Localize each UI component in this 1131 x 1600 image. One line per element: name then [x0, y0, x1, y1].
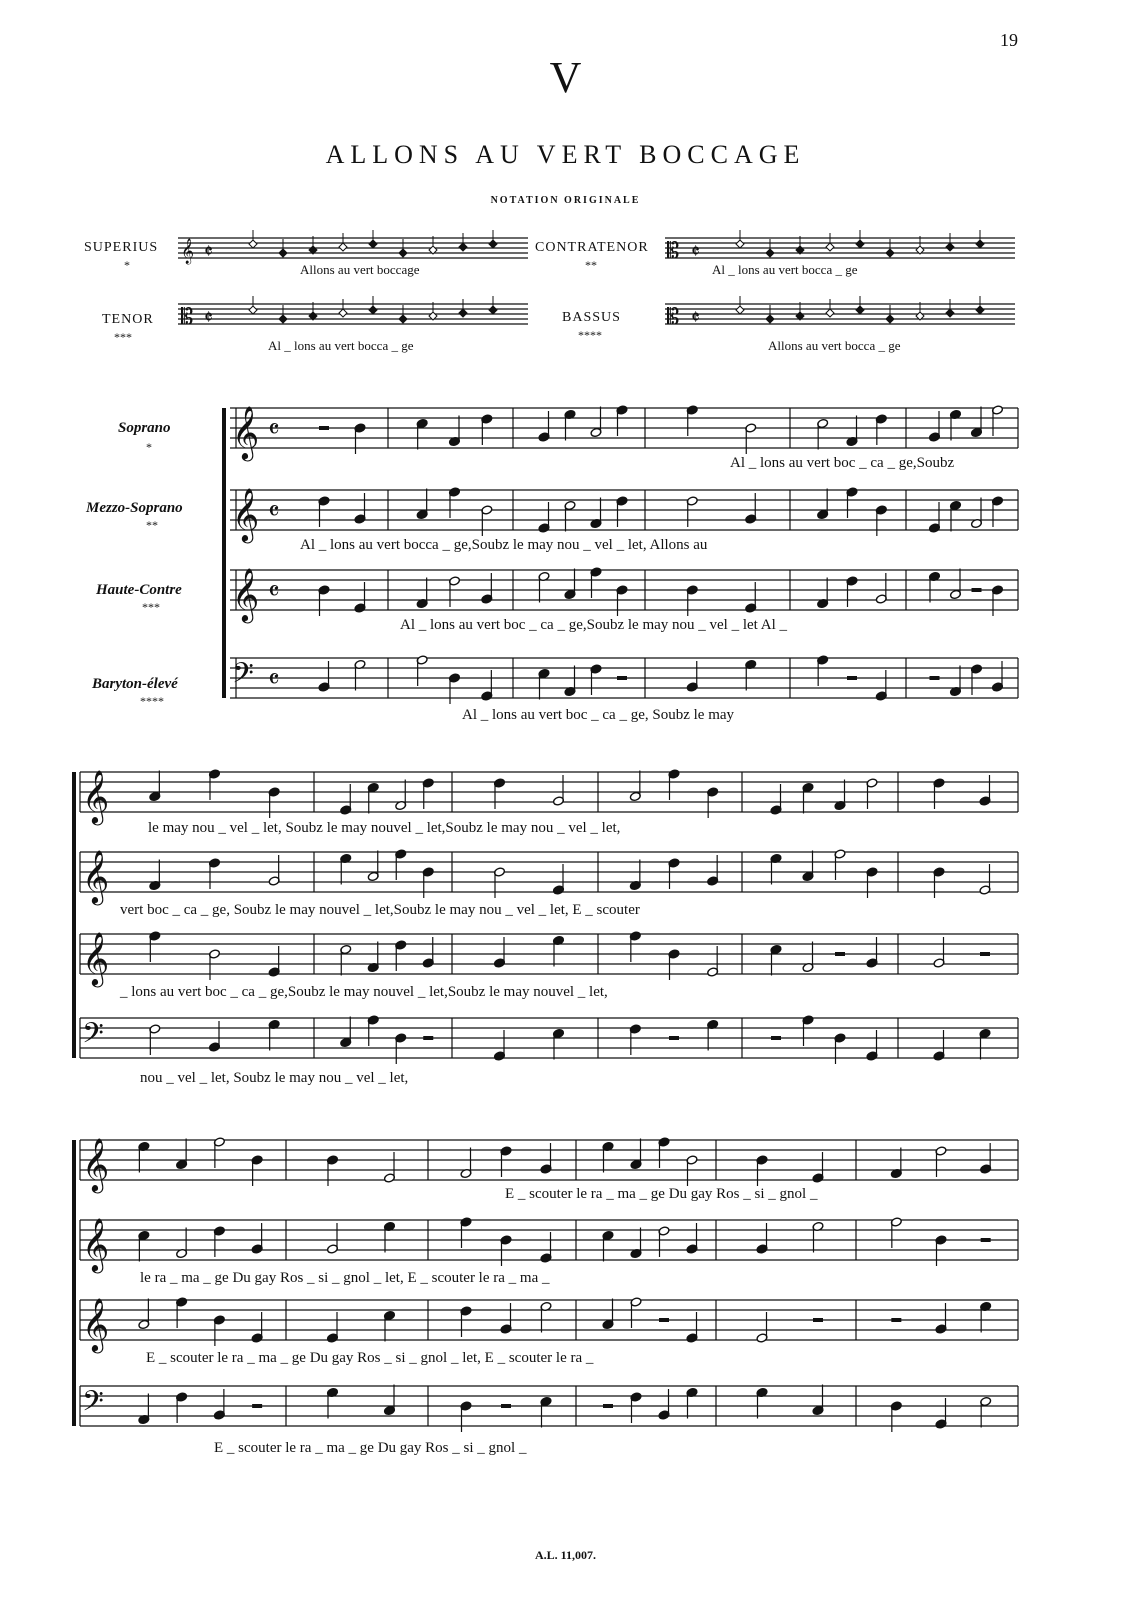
incipit-lyric-tenor: Al _ lons au vert bocca _ ge [268, 338, 414, 353]
incipit-mark-tenor: *** [114, 330, 132, 344]
lyric-s1-soprano: Al _ lons au vert boc _ ca _ ge,Soubz [730, 455, 955, 471]
lyric-s1-mezzo: Al _ lons au vert bocca _ ge,Soubz le may nou _ vel _ let, Allons au [300, 537, 708, 553]
part-mark-soprano: * [146, 440, 152, 454]
cut-time-icon: 𝄵 [204, 305, 213, 329]
rest-icon [930, 676, 940, 680]
incipit-note [399, 249, 407, 257]
common-time-icon: 𝄴 [268, 415, 280, 445]
rest-icon [423, 1036, 433, 1040]
treble-clef-icon: 𝄞 [232, 487, 260, 541]
cut-time-icon: 𝄵 [691, 305, 700, 329]
incipit-note [886, 315, 894, 323]
clef-icon: 𝄡 [667, 305, 680, 330]
cut-time-icon: 𝄵 [691, 239, 700, 263]
incipit-note [489, 240, 497, 248]
rest-icon [980, 952, 990, 956]
incipit-note [249, 240, 257, 248]
part-mark-baryton-eleve: **** [140, 694, 164, 708]
incipit-note [249, 306, 257, 314]
bass-clef-icon: 𝄢 [82, 1385, 104, 1425]
rest-icon [771, 1036, 781, 1040]
incipit-note [399, 315, 407, 323]
incipit-note [736, 240, 744, 248]
incipit-voice-bassus: BASSUS [562, 310, 621, 325]
incipit-lyric-bassus: Allons au vert bocca _ ge [768, 338, 901, 353]
incipit-note [369, 306, 377, 314]
incipit-note [369, 240, 377, 248]
lyric-s2-haute-contre: _ lons au vert boc _ ca _ ge,Soubz le may nouvel _ let,Soubz le may nouvel _ let, [120, 984, 608, 1000]
treble-clef-icon: 𝄞 [82, 1297, 110, 1351]
lyric-s2-soprano: le may nou _ vel _ let, Soubz le may nouvel _ let,Soubz le may nou _ vel _ let, [148, 820, 621, 836]
incipit-note [489, 306, 497, 314]
rest-icon [891, 1318, 901, 1322]
incipit-voice-tenor: TENOR [102, 312, 154, 327]
incipit-note [766, 315, 774, 323]
lyric-s1-baryton: Al _ lons au vert boc _ ca _ ge, Soubz le may [462, 707, 735, 723]
incipit-note [826, 309, 834, 317]
clef-icon: 𝄡 [667, 239, 680, 264]
incipit-note [976, 240, 984, 248]
incipit-mark-bassus: **** [578, 328, 602, 342]
incipit-note [946, 309, 954, 317]
incipit-note [339, 243, 347, 251]
part-name-baryton-eleve: Baryton-élevé [92, 676, 178, 692]
notation-heading: NOTATION ORIGINALE [490, 195, 641, 206]
lyric-s3-soprano: E _ scouter le ra _ ma _ ge Du gay Ros _ si _ gnol _ [505, 1186, 818, 1202]
lyric-s3-mezzo: le ra _ ma _ ge Du gay Ros _ si _ gnol _ let, E _ scouter le ra _ ma _ [140, 1270, 550, 1286]
incipit-lyric-contratenor: Al _ lons au vert bocca _ ge [712, 262, 858, 277]
lyric-s1-haute-contre: Al _ lons au vert boc _ ca _ ge,Soubz le may nou _ vel _ let Al _ [400, 617, 788, 633]
treble-clef-icon: 𝄞 [82, 769, 110, 823]
rest-icon [659, 1318, 669, 1322]
rest-icon [813, 1318, 823, 1322]
incipit-note [856, 306, 864, 314]
lyric-s2-baryton: nou _ vel _ let, Soubz le may nou _ vel _ let, [140, 1070, 409, 1086]
part-mark-haute-contre: *** [142, 600, 160, 614]
incipit-note [279, 249, 287, 257]
treble-clef-icon: 𝄞 [232, 567, 260, 621]
lyric-s3-baryton: E _ scouter le ra _ ma _ ge Du gay Ros _ si _ gnol _ [214, 1440, 527, 1456]
bass-clef-icon: 𝄢 [82, 1017, 104, 1057]
part-name-mezzo-soprano: Mezzo-Soprano [86, 500, 183, 516]
incipit-note [826, 243, 834, 251]
treble-clef-icon: 𝄞 [232, 405, 260, 459]
incipit-note [279, 315, 287, 323]
part-mark-mezzo-soprano: ** [146, 518, 158, 532]
rest-icon [617, 676, 627, 680]
incipit-note [976, 306, 984, 314]
incipit-note [946, 243, 954, 251]
incipit-note [459, 243, 467, 251]
incipit-note [459, 309, 467, 317]
incipit-note [856, 240, 864, 248]
clef-icon: 𝄞 [181, 239, 195, 264]
rest-icon [835, 952, 845, 956]
treble-clef-icon: 𝄞 [82, 849, 110, 903]
part-name-haute-contre: Haute-Contre [96, 582, 182, 598]
rest-icon [252, 1404, 262, 1408]
rest-icon [319, 426, 329, 430]
incipit-note [886, 249, 894, 257]
lyric-s3-haute-contre: E _ scouter le ra _ ma _ ge Du gay Ros _ si _ gnol _ let, E _ scouter le ra _ [146, 1350, 594, 1366]
clef-icon: 𝄡 [181, 305, 194, 330]
incipit-mark-contratenor: ** [585, 258, 597, 272]
bass-clef-icon: 𝄢 [232, 657, 254, 697]
treble-clef-icon: 𝄞 [82, 1137, 110, 1191]
incipit-voice-superius: SUPERIUS [84, 240, 159, 255]
rest-icon [847, 676, 857, 680]
plate-number: A.L. 11,007. [534, 1548, 596, 1562]
incipit-mark-superius: * [124, 258, 130, 272]
section-numeral: V [549, 53, 582, 102]
part-name-soprano: Soprano [118, 420, 171, 436]
rest-icon [603, 1404, 613, 1408]
incipit-voice-contratenor: CONTRATENOR [535, 240, 649, 255]
rest-icon [981, 1238, 991, 1242]
treble-clef-icon: 𝄞 [82, 931, 110, 985]
page-title: ALLONS AU VERT BOCCAGE [325, 140, 806, 169]
incipit-note [736, 306, 744, 314]
common-time-icon: 𝄴 [268, 665, 280, 695]
rest-icon [501, 1404, 511, 1408]
page-number: 19 [1000, 30, 1018, 50]
common-time-icon: 𝄴 [268, 577, 280, 607]
lyric-s2-mezzo: vert boc _ ca _ ge, Soubz le may nouvel _ let,Soubz le may nou _ vel _ let, E _ scouter [120, 902, 640, 918]
incipit-note [766, 249, 774, 257]
cut-time-icon: 𝄵 [204, 239, 213, 263]
incipit-note [339, 309, 347, 317]
incipit-lyric-superius: Allons au vert boccage [300, 262, 420, 277]
rest-icon [972, 588, 982, 592]
common-time-icon: 𝄴 [268, 497, 280, 527]
treble-clef-icon: 𝄞 [82, 1217, 110, 1271]
rest-icon [669, 1036, 679, 1040]
